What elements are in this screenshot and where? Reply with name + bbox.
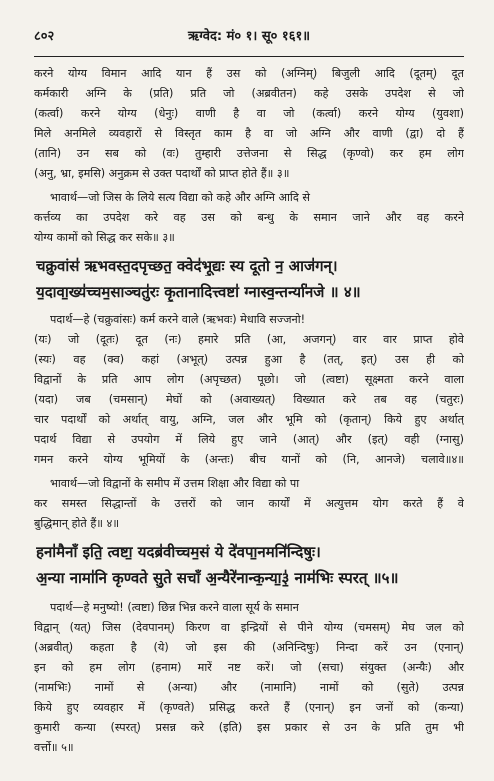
padartha-line: पदार्थ—हे मनुष्यो! (त्वष्टा) छिन्न भिन्न करने वाला सूर्य के समान [50,601,299,614]
text-line: मिले अनमिले व्यवहारों से विस्तृत काम है वा जो अग्नि और वाणी (द्वा) दो हैं [34,127,464,140]
mantra-line: चक्रुवांस॑ ऋभवस्त॒दपृच्छत॒ क्वेद॑भू॒द्यः स्य दू॒तो न॒ आज॑गन्। [36,257,338,275]
mantra-line: य॒दावा॒ख्य॑च्चम॒साञ्चतु॑रः कृ॒तानादित्त्वष्टा॑ ग्नास्व॒न्तर्न्या॑नजे ॥ ४॥ [36,283,361,301]
padartha-line: (नामभिः) नामों से (अन्या) और (नामानि) नामों को (सुते) उत्पन्न [34,681,464,694]
text-line: (कर्त्वा) करने योग्य (धेनुः) वाणी है वा जो (कर्त्वा) करने योग्य (युवशा) [34,107,464,120]
padartha-line: वर्त्तो॥ ५॥ [34,741,74,754]
mantra-line: अ॒न्या नामा॑नि कृण्वते सु॒ते सचाँ अ॒न्यैरे॑नान्क॒न्या॒३॒॑ नाम॑भिः स्परत् ॥५॥ [36,569,399,587]
text-line: (तानि) उन सब को (वः) तुम्हारी उत्तेजना से सिद्ध (कृण्वो) कर हम लोग [34,147,464,160]
padartha-line: गमन करने योग्य भूमियों के (अन्तः) बीच यानों को (नि, आनजे) चलावे॥४॥ [34,453,464,466]
header-rule [34,56,464,57]
padartha-line: कुमारी कन्या (स्परत्) प्रसन्न करे (इति) इस प्रकार से उन के प्रति तुम भी [34,721,464,734]
text-line: (अनु, भ्रा, इमसि) अनुक्रम से उक्त पदार्थों को प्राप्त होते हैं॥ ३॥ [34,167,290,180]
padartha-line: (यः) जो (दूतः) दूत (नः) हमारे प्रति (आ, अजगन्) वार वार प्राप्त होवे [34,333,464,346]
padartha-line: (स्यः) वह (क्व) कहां (अभूत्) उत्पन्न हुआ है (तत्, इत्) उस ही को [34,353,464,366]
mantra-line: हना॑मैनाँ इति॒ त्वष्टा॒ यदब्र॑वीच्चम॒सं ये दे॑वपा॒नमनि॑न्दिषुः। [36,543,321,561]
padartha-line: विद्वान् (यत्) जिस (देवपानम्) किरण वा इन्द्रियों से पीने योग्य (चमसम्) मेघ जल को [34,621,464,634]
page-header [34,26,464,48]
text-line: कर्मकारी अग्नि के (प्रति) प्रति जो (अब्रवीतन) कहे उसके उपदेश से जो [34,87,464,100]
running-title: ऋग्वेद: मं० १। सू० १६१॥ [187,29,310,44]
bhavartha-line: कर्त्तव्य का उपदेश करे वह उस को बन्धु के समान जाने और वह करने [34,211,464,224]
bhavartha-line: कर समस्त सिद्धान्तों के उत्तरों को जान कार्यों में अत्युत्तम योग करते हैं वे [34,497,464,510]
bhavartha-line: योग्य कामों को सिद्ध कर सके॥ ३॥ [34,231,175,244]
bhavartha-line: बुद्धिमान् होते हैं॥ ४॥ [34,517,120,530]
padartha-line: (यदा) जब (चमसान्) मेघों को (अवाख्यत्) विख्यात करे तब वह (चतुरः) [34,393,464,406]
padartha-line: इन को हम लोग (हनाम) मारें नष्ट करें। जो (सचा) संयुक्त (अन्यैः) और [34,661,464,674]
padartha-line: पदार्थ विद्या से उपयोग में लिये हुए जाने (आत्) और (इत्) वही (ग्नासु) [34,433,464,446]
bhavartha-line: भावार्थ—जो जिस के लिये सत्य विद्या को कहे और अग्नि आदि से [50,191,310,204]
bhavartha-line: भावार्थ—जो विद्वानों के समीप में उत्तम शिक्षा और विद्या को पा [50,477,300,490]
padartha-line: (अब्रवीत्) कहता है (ये) जो इस की (अनिन्दिषुः) निन्दा करें उन (एनान्) [34,641,464,654]
text-line: करने योग्य विमान आदि यान हैं उस को (अग्निम्) बिजुली आदि (दूतम्) दूत [34,67,464,80]
padartha-line: विद्वानों के प्रति आप लोग (अपृच्छत) पूछो। जो (त्वष्टा) सूक्ष्मता करने वाला [34,373,464,386]
page-number: ८०२ [34,29,55,44]
padartha-line: किये हुए व्यवहार में (कृण्वते) प्रसिद्ध करते हैं (एनान्) इन जनों को (कन्या) [34,701,464,714]
padartha-line: पदार्थ—हे (चक्रुवांसः) कर्म करने वाले (ऋभवः) मेधावि सज्जनो! [50,313,306,326]
padartha-line: चार पदार्थों को अर्थात् वायु, अग्नि, जल और भूमि को (कृतान्) किये हुए अर्थात् [34,413,464,426]
